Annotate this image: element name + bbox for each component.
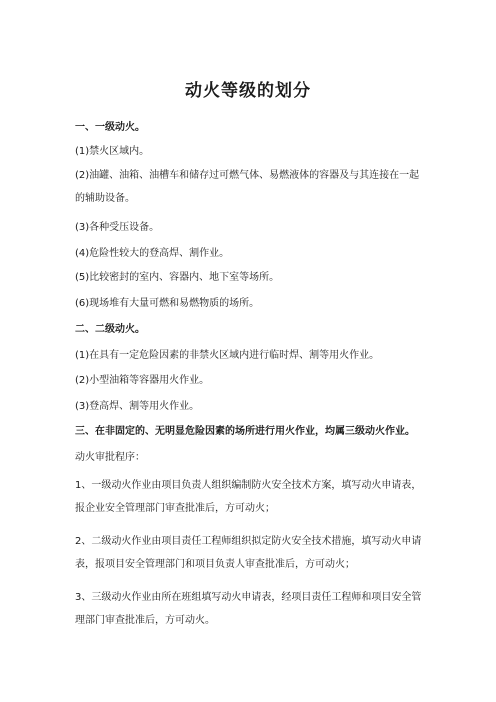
list-item: (5)比较密封的室内、容器内、地下室等场所。 [75,272,280,283]
list-item: (6)现场堆有大量可燃和易燃物质的场所。 [75,298,260,309]
section-heading: 二、二级动火。 [75,324,145,335]
list-item: (1)在具有一定危险因素的非禁火区域内进行临时焊、割等用火作业。 [75,350,380,361]
list-item: (3)各种受压设备。 [75,222,160,233]
list-item: (3)登高焊、割等用火作业。 [75,401,200,412]
section-heading: 一、一级动火。 [75,122,145,133]
procedure-item: 1、一级动火作业由项目负责人组织编制防火安全技术方案，填写动火申请表，报企业安全管理部门审查批准后，方可动火； [75,480,422,514]
procedure-title: 动火审批程序： [75,452,145,463]
list-item: (4)危险性较大的登高焊、割作业。 [75,248,230,259]
procedure-item: 3、三级动火作业由所在班组填写动火申请表，经项目责任工程师和项目安全管理部门审查批准后，方可动火。 [75,592,422,626]
list-item: (2)油罐、油箱、油槽车和储存过可燃气体、易燃液体的容器及与其连接在一起的辅助设备。 [75,170,420,204]
list-item: (2)小型油箱等容器用火作业。 [75,375,210,386]
list-item: (1)禁火区域内。 [75,146,150,157]
procedure-item: 2、二级动火作业由项目责任工程师组织拟定防火安全技术措施，填写动火申请表，报项目安全管理部门和项目负责人审查批准后，方可动火； [75,536,422,570]
document-title: 动火等级的划分 [185,81,311,101]
section-heading: 三、在非固定的、无明显危险因素的场所进行用火作业，均属三级动火作业。 [75,426,415,437]
